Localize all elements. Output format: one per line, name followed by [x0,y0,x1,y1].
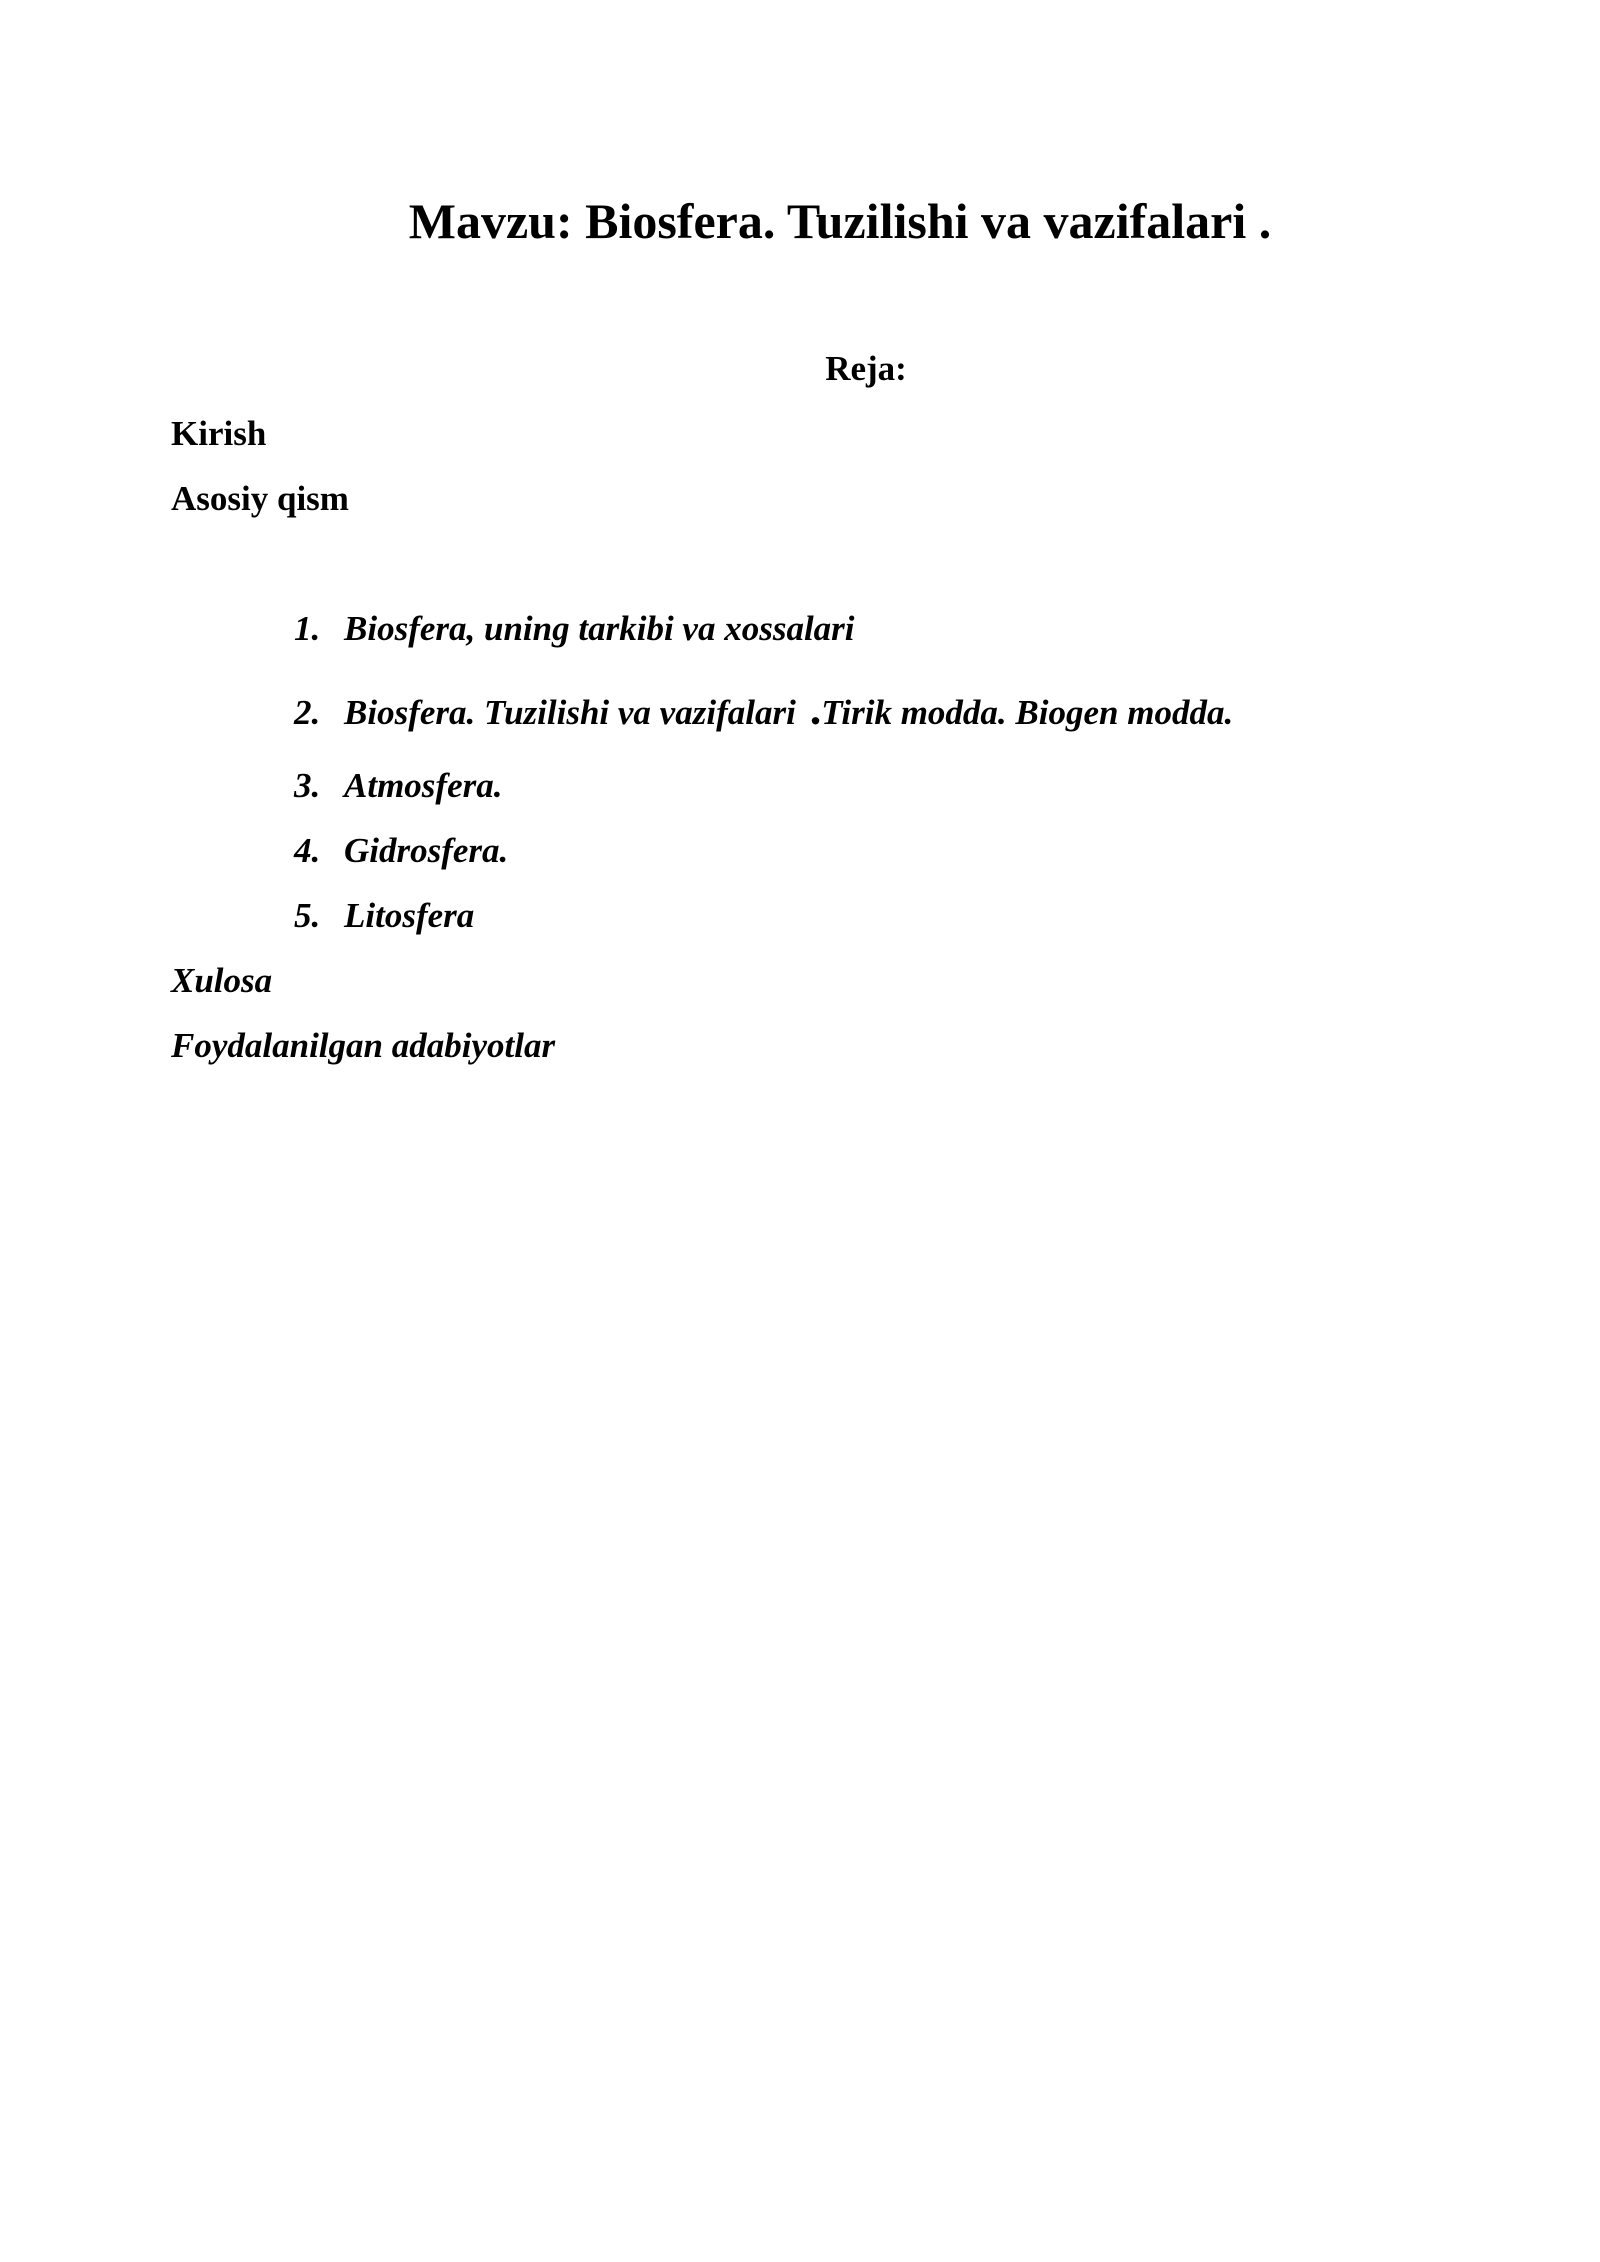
plan-item [294,683,1234,736]
plan-heading: Reja: [825,349,907,388]
references-heading: Foydalanilgan adabiyotlar [171,1026,556,1065]
plan-item [294,606,855,652]
conclusion-heading: Xulosa [171,961,273,1000]
plan-item-number: 1. [294,609,321,648]
plan-item-number: 2. [294,693,321,732]
plan-item-text: Litosfera [344,896,475,935]
plan-item-text: Atmosfera. [344,766,503,805]
plan-item-text: Gidrosfera. [344,831,509,870]
intro-heading: Kirish [171,414,267,453]
page-title: Mavzu: Biosfera. Tuzilishi va vazifalari . [408,193,1272,249]
plan-item-text: Biosfera, uning tarkibi va xossalari [344,609,855,648]
plan-item-text-after: Tirik modda. Biogen modda. [821,693,1234,732]
plan-item-dot: . [809,683,822,734]
plan-item-number: 4. [294,831,321,870]
main-part-heading: Asosiy qism [171,479,349,518]
plan-item-number: 5. [294,896,321,935]
plan-item [294,893,474,939]
plan-item [294,763,502,809]
plan-item [294,828,508,874]
plan-item-text: Biosfera. Tuzilishi va vazifalari [344,693,796,732]
plan-item-number: 3. [294,766,321,805]
